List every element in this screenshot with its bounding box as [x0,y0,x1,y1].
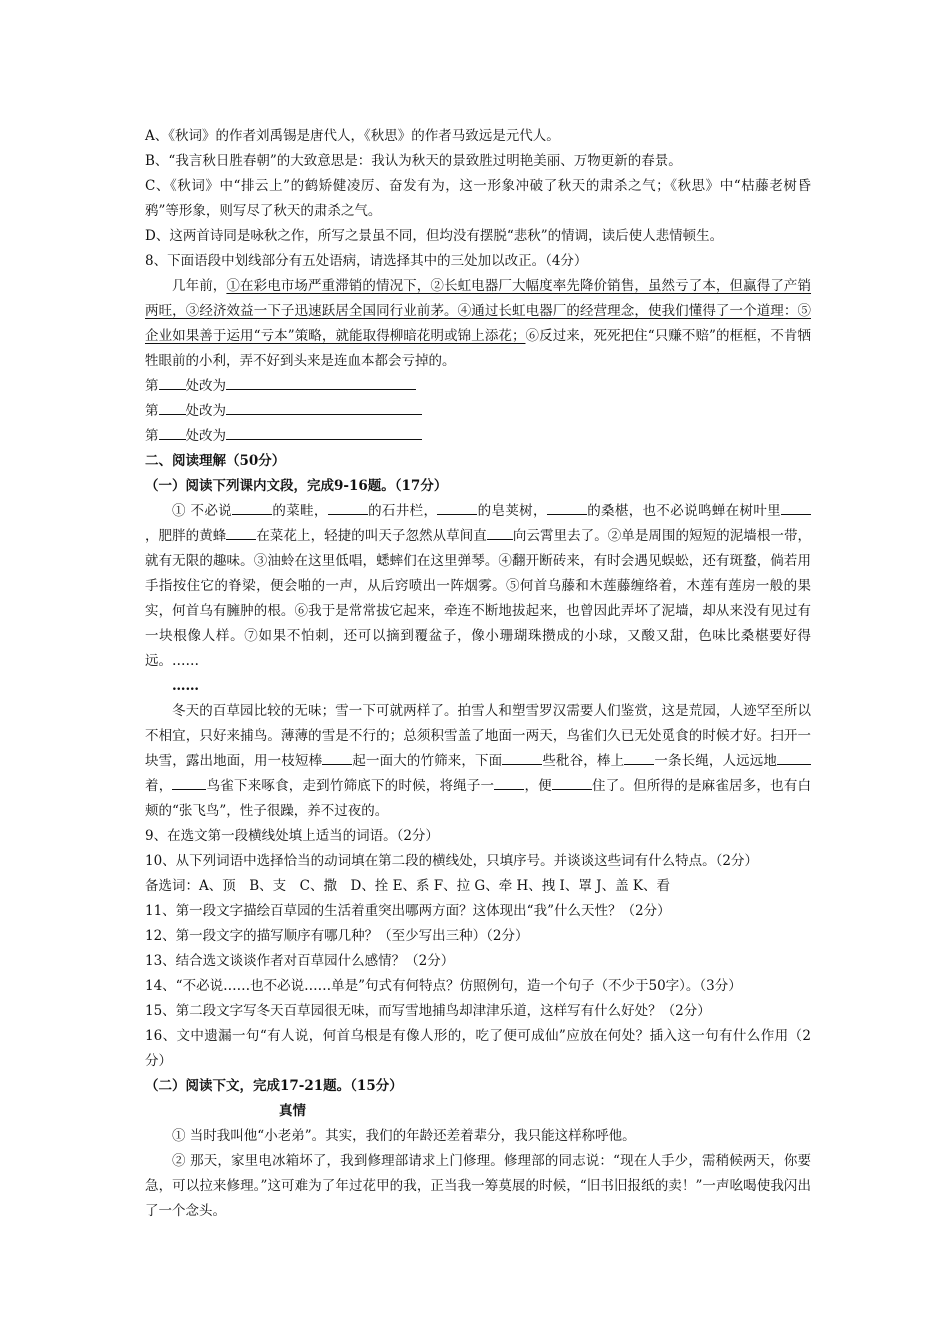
text-run: 在菜花上，轻捷的叫天子忽然从草间直 [256,528,487,544]
exam-page [145,124,811,1224]
part2-heading: （二）阅读下文，完成17-21题。（15分） [145,1078,403,1094]
fill-blank[interactable] [502,750,542,765]
answer-blank[interactable] [226,400,422,415]
fill-blank[interactable] [624,750,654,765]
fill-blank[interactable] [437,500,477,515]
passage2-title: 真情 [279,1103,306,1119]
answer-prefix: 第 [145,378,159,394]
q7-option-b: B、“我言秋日胜春朝”的大致意思是：我认为秋天的景致胜过明艳美丽、万物更新的春景。 [145,153,682,169]
answer-blank[interactable] [159,400,186,415]
passage1-para2 [145,699,811,824]
q8-passage-start: 几年前， [172,278,227,294]
q7-option-c: C、《秋词》中“排云上”的鹤矫健凌厉、奋发有为，这一形象冲破了秋天的肃杀之气；《秋思》中“枯藤老树昏鸦”等形象，则写尽了秋天的肃杀之气。 [145,178,811,219]
text-run: 的皂荚树， [477,503,547,519]
text-run: 起一面大的竹筛来，下面 [352,753,503,769]
answer-blank[interactable] [159,375,186,390]
answer-blank[interactable] [226,425,422,440]
question-11: 11、第一段文字描绘百草园的生活着重突出哪两方面？这体现出“我”什么天性？（2分） [145,903,671,919]
text-run: 着， [145,778,173,794]
text-run: ，便 [524,778,552,794]
passage2-para1: ① 当时我叫他“小老弟”。其实，我们的年龄还差着辈分，我只能这样称呼他。 [172,1128,636,1144]
text-run: 些秕谷，棒上 [542,753,625,769]
text-run: 鸟雀下来啄食，走到竹筛底下的时候，将绳子一 [206,778,495,794]
text-run: 的石井栏， [367,503,438,519]
fill-blank[interactable] [781,500,811,515]
text-run: 冬天的百草园比较的无味；雪一下可就两样了。拍雪人和塑雪罗汉需要人们鉴赏，这是荒园，人迹罕至所以不相宜，只好来捕鸟。薄薄的雪是不行的；总须积雪盖了地面一两天，鸟雀们久已无处觅食的时候才好。扫开一块雪，露出地面，用一枝短棒 [145,703,811,769]
fill-blank[interactable] [777,750,811,765]
question-14: 14、“不必说……也不必说……单是”句式有何特点？仿照例句，造一个句子（不少于50字）。（3分） [145,978,742,994]
text-run: ，肥胖的黄蜂 [145,528,227,544]
answer-label: 处改为 [185,378,226,394]
answer-blank[interactable] [226,375,416,390]
fill-blank[interactable] [328,500,368,515]
q8-passage-end: ⑥反过来，死死把住“只赚不赔”的框框，不肯牺牲眼前的小利，弄不好到头来是连血本都会亏掉的。 [145,328,811,369]
question-9: 9、在选文第一段横线处填上适当的词语。（2分） [145,828,439,844]
q8-answer-line [145,424,811,449]
answer-prefix: 第 [145,428,159,444]
fill-blank[interactable] [232,500,272,515]
ellipsis: …… [172,678,199,694]
question-12: 12、第一段文字的描写顺序有哪几种？（至少写出三种）（2分） [145,928,529,944]
fill-blank[interactable] [494,775,524,790]
fill-blank[interactable] [172,775,206,790]
q8-passage [145,274,811,374]
passage2-para2: ② 那天，家里电冰箱坏了，我到修理部请求上门修理。修理部的同志说：“现在人手少，需稍候两天，你要急，可以拉来修理。”这可难为了年过花甲的我，正当我一筹莫展的时候，“旧书旧报纸的卖！”一声吆喝使我闪出了一个念头。 [145,1153,811,1219]
q8-passage-underlined: ①在彩电市场严重滞销的情况下，②长虹电器厂大幅度率先降价销售，虽然亏了本，但赢得了产销两旺，③经济效益一下子迅速跃居全国同行业前茅。④通过长虹电器厂的经营理念，使我们懂得了一个道理：⑤企业如果善于运用“亏本”策略，就能取得柳暗花明或锦上添花； [145,278,812,344]
text-run: 一条长绳，人远远地 [654,753,778,769]
q8-stem: 8、下面语段中划线部分有五处语病，请选择其中的三处加以改正。（4分） [145,253,588,269]
q7-option-a: A、《秋词》的作者刘禹锡是唐代人，《秋思》的作者马致远是元代人。 [145,128,560,144]
text-run: 住了。但所得的是麻雀居多，也有白颊的“张飞鸟”，性子很躁，养不过夜的。 [145,778,812,819]
question-13: 13、结合选文谈谈作者对百草园什么感情？（2分） [145,953,455,969]
answer-blank[interactable] [159,425,186,440]
fill-blank[interactable] [226,525,256,540]
text-run: 向云霄里去了。②单是周围的短短的泥墙根一带，就有无限的趣味。③油蛉在这里低唱，蟋蟀们在这里弹琴。④翻开断砖来，有时会遇见蜈蚣，还有斑蝥，倘若用手指按住它的脊梁，便会啪的一声，从后窍喷出一阵烟雾。⑤何首乌藤和木莲藤缠络着，木莲有莲房一般的果实，何首乌有臃肿的根。⑥我于是常常拔它起来，牵连不断地拔起来，也曾因此弄坏了泥墙，却从来没有见过有一块根像人样。⑦如果不怕刺，还可以摘到覆盆子，像小珊瑚珠攒成的小球，又酸又甜，色味比桑椹要好得远。…… [145,528,812,669]
q7-option-d: D、这两首诗同是咏秋之作，所写之景虽不同，但均没有摆脱“悲秋”的情调，读后使人悲情顿生。 [145,228,724,244]
passage1-para1 [145,499,811,674]
text-run: ① 不必说 [172,503,233,519]
answer-label: 处改为 [185,428,226,444]
fill-blank[interactable] [552,775,592,790]
fill-blank[interactable] [487,525,513,540]
q8-answer-line [145,399,811,424]
fill-blank[interactable] [547,500,587,515]
text-run: 的菜畦， [272,503,328,519]
part1-heading: （一）阅读下列课内文段，完成9-16题。（17分） [145,478,448,494]
question-10-options: 备选词：A、顶 B、支 C、撒 D、拴 E、系 F、拉 G、牵 H、拽 I、罩 J、盖 K、看 [145,878,670,894]
fill-blank[interactable] [322,750,352,765]
text-run: 的桑椹，也不必说鸣蝉在树叶里 [586,503,782,519]
answer-prefix: 第 [145,403,159,419]
question-10: 10、从下列词语中选择恰当的动词填在第二段的横线处，只填序号。并谈谈这些词有什么特点。（2分） [145,853,759,869]
q8-answer-line [145,374,811,399]
question-16: 16、文中遗漏一句“有人说，何首乌根是有像人形的，吃了便可成仙”应放在何处？插入这一句有什么作用（2分） [145,1028,811,1069]
section-heading: 二、阅读理解（50分） [145,453,286,469]
question-15: 15、第二段文字写冬天百草园很无味，而写雪地捕鸟却津津乐道，这样写有什么好处？（2分） [145,1003,711,1019]
answer-label: 处改为 [185,403,226,419]
